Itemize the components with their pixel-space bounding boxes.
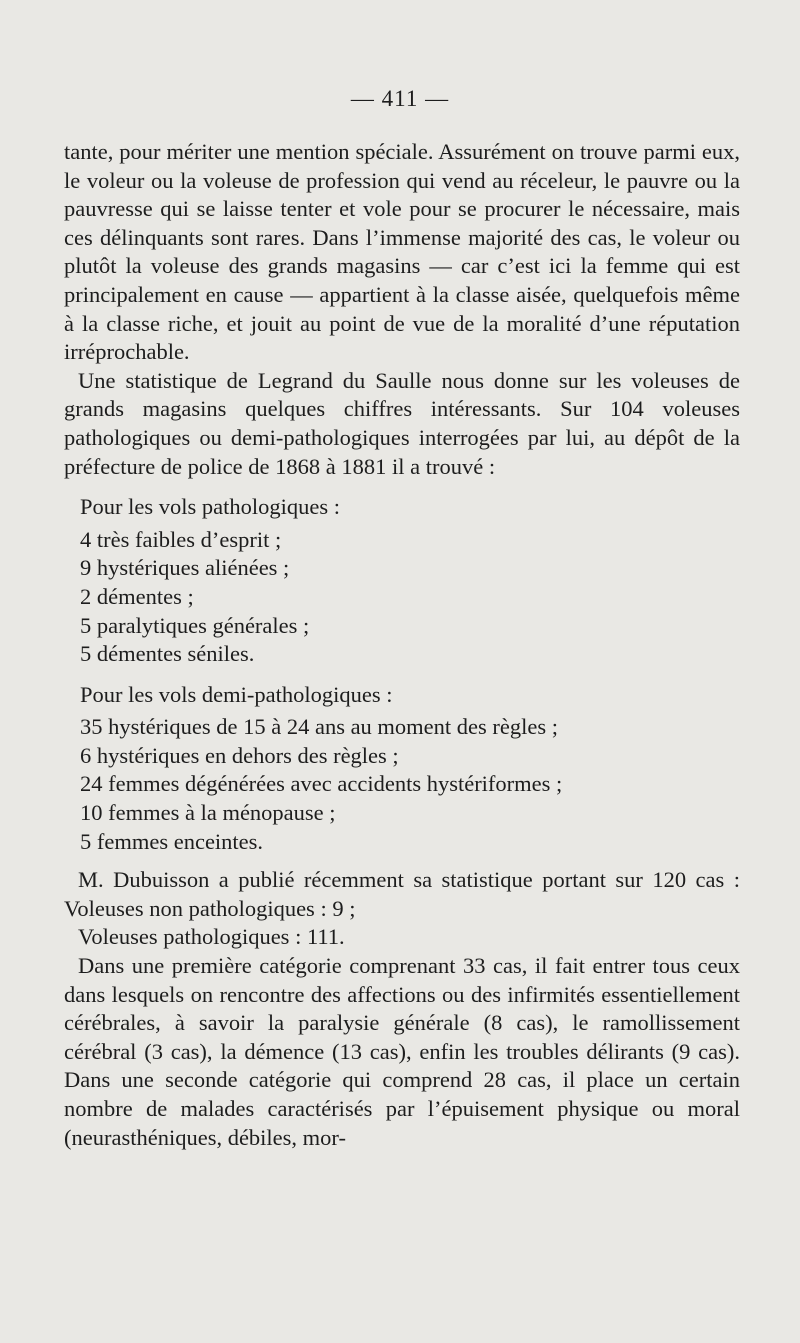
list-item: 9 hystériques aliénées ; [80,555,290,581]
list-item: 5 paralytiques générales ; [80,612,310,638]
list-item: 5 démentes séniles. [80,641,255,667]
list-item: 2 démentes ; [80,583,194,609]
dubuisson-line-1: M. Dubuisson a publié récemment sa statistique portant sur 120 cas : Voleuses non pathologiques : 9 ; [64,867,740,921]
pathological-heading: Pour les vols pathologiques : [80,494,340,520]
semi-pathological-list [80,681,740,857]
dubuisson-block [64,866,740,1152]
list-item: 6 hystériques en dehors des règles ; [80,742,399,768]
paragraph-categories: Dans une première catégorie comprenant 33 cas, il fait entrer tous ceux dans lesquels on rencontre des affections ou des infirmités essentiellement cérébrales, à savoir la paralysie générale (8 cas), le ramollissement cérébral (3 cas), la démence (13 cas), enfin les troubles délirants (9 cas). Dans une seconde catégorie qui comprend 28 cas, il place un certain nombre de malades caractérisés par l’épuisement physique ou moral (neurasthéniques, débiles, mor- [64,953,740,1150]
pathological-list [80,493,740,669]
page-body [64,138,740,1152]
paragraph-intro: tante, pour mériter une mention spéciale. Assurément on trouve parmi eux, le voleur ou la voleuse de profession qui vend au réceleur, le pauvre ou la pauvresse qui se laisse tenter et vole pour se procurer le nécessaire, mais ces délinquants sont rares. Dans l’immense majorité des cas, le voleur ou plutôt la voleuse des grands magasins — car c’est ici la femme qui est principalement en cause — appartient à la classe aisée, quelquefois même à la classe riche, et jouit au point de vue de la moralité d’une réputation irréprochable. [64,139,740,365]
dubuisson-line-2: Voleuses pathologiques : 111. [78,924,345,950]
list-item: 10 femmes à la ménopause ; [80,800,336,826]
page-number: — 411 — [350,86,450,111]
list-item: 4 très faibles d’esprit ; [80,526,282,552]
paragraph-statistics: Une statistique de Legrand du Saulle nous donne sur les voleuses de grands magasins quelques chiffres intéressants. Sur 104 voleuses pathologiques ou demi-pathologiques interrogées par lui, au dépôt de la préfecture de police de 1868 à 1881 il a trouvé : [64,367,740,479]
list-item: 35 hystériques de 15 à 24 ans au moment des règles ; [80,714,559,740]
list-item: 5 femmes enceintes. [80,828,264,854]
semi-pathological-heading: Pour les vols demi-pathologiques : [80,681,393,707]
list-item: 24 femmes dégénérées avec accidents hystériformes ; [80,771,563,797]
